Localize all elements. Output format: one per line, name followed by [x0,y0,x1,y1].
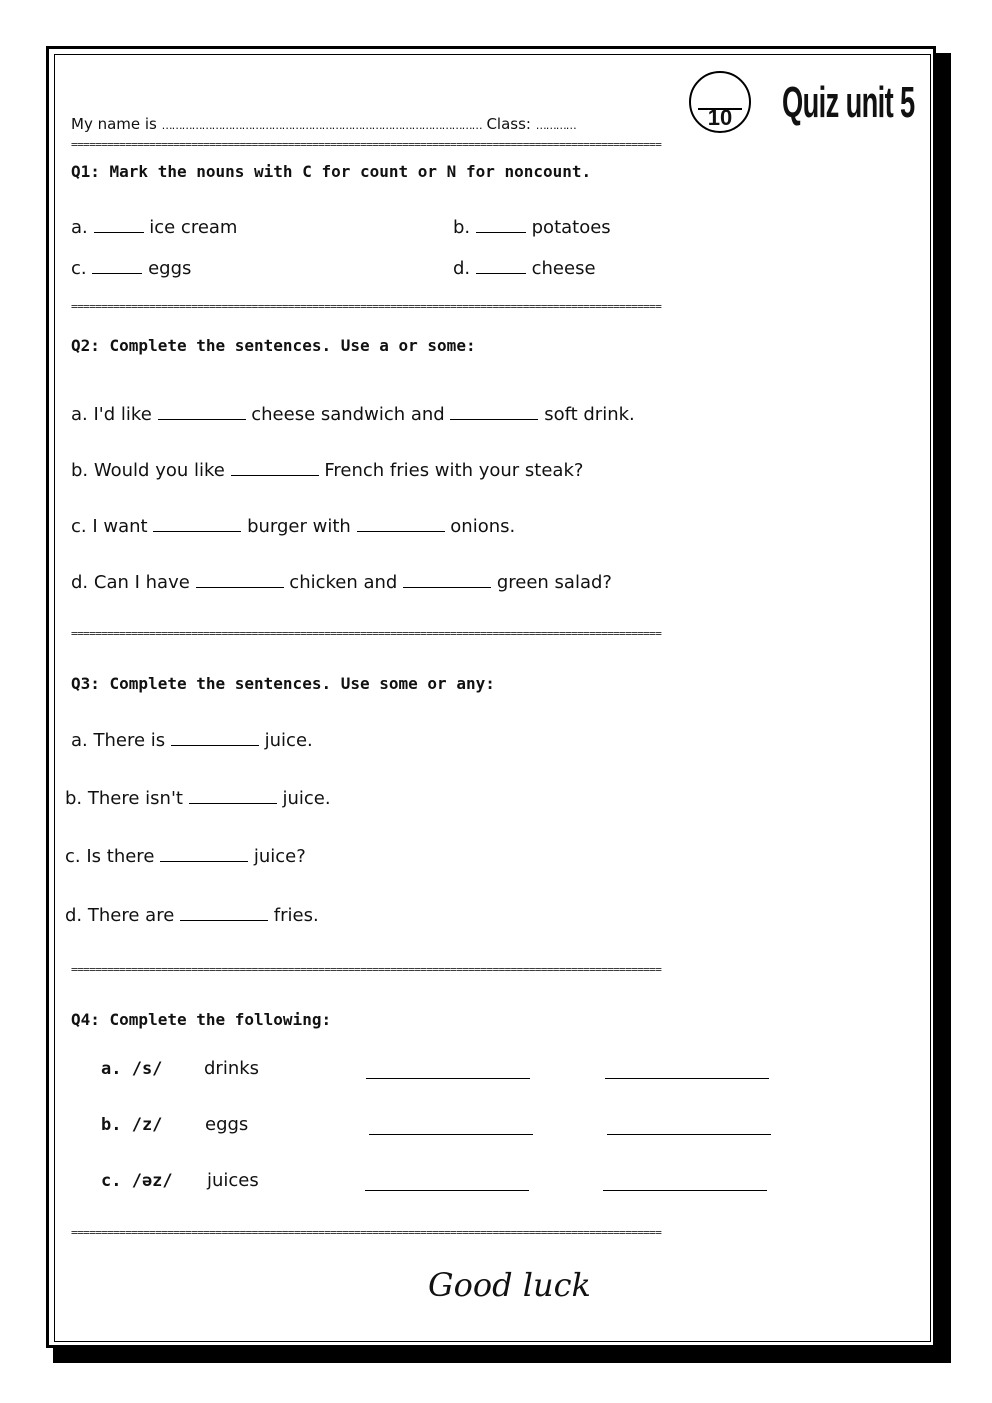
q1-item-c: c. eggs [71,258,192,279]
q4-a-blank-2[interactable] [605,1064,769,1083]
name-dots: …………………………………………………………………………………… [161,119,482,132]
answer-blank[interactable] [450,405,538,420]
answer-blank[interactable] [94,218,144,233]
q4-c-word: juices [207,1170,259,1191]
name-line [71,115,576,133]
separator-2: ================================================================================================== [71,300,662,313]
q4-a-word: drinks [204,1058,260,1079]
q4-b-label: b. /z/ [101,1115,163,1135]
answer-blank[interactable] [180,906,268,921]
answer-blank[interactable] [476,259,526,274]
q3-item-c: c. Is there juice? [65,846,306,867]
good-luck: Good luck [428,1266,591,1304]
name-label: My name is [71,115,157,133]
q4-a-label: a. /s/ [101,1059,163,1079]
q2-item-a: a. I'd like cheese sandwich and soft drink. [71,404,635,425]
score-circle [689,71,751,133]
answer-blank[interactable] [196,573,284,588]
page-frame-inner [54,54,931,1342]
q4-a-blank-1[interactable] [366,1064,530,1083]
class-label: Class: [486,115,531,133]
q4-b-blank-2[interactable] [607,1120,771,1139]
answer-blank[interactable] [403,573,491,588]
q3-item-a: a. There is juice. [71,730,313,751]
class-dots: ………… [535,119,576,132]
separator-4: ================================================================================================== [71,963,662,976]
separator-1: ================================================================================================== [71,138,662,151]
q4-c-blank-1[interactable] [365,1176,529,1195]
answer-blank[interactable] [231,461,319,476]
q2-item-b: b. Would you like French fries with your steak? [71,460,584,481]
q1-item-b: b. potatoes [453,217,611,238]
answer-blank[interactable] [171,731,259,746]
q4-c-blank-2[interactable] [603,1176,767,1195]
q4-b-blank-1[interactable] [369,1120,533,1139]
q1-title: Q1: Mark the nouns with C for count or N for noncount. [71,162,592,181]
q4-b-word: eggs [205,1114,249,1135]
answer-blank[interactable] [189,789,277,804]
q4-c-label: c. /əz/ [101,1171,173,1191]
answer-blank[interactable] [153,517,241,532]
q2-title: Q2: Complete the sentences. Use a or some: [71,336,476,355]
q2-item-d: d. Can I have chicken and green salad? [71,572,612,593]
q3-item-d: d. There are fries. [65,905,319,926]
q1-item-d: d. cheese [453,258,596,279]
answer-blank[interactable] [92,259,142,274]
q3-title: Q3: Complete the sentences. Use some or any: [71,674,495,693]
q4-title: Q4: Complete the following: [71,1010,332,1029]
quiz-title: Quiz unit 5 [782,78,915,127]
score-value: 10 [707,105,733,130]
answer-blank[interactable] [158,405,246,420]
separator-5: ================================================================================================== [71,1226,662,1239]
separator-3: ================================================================================================== [71,627,662,640]
answer-blank[interactable] [476,218,526,233]
answer-blank[interactable] [160,847,248,862]
q2-item-c: c. I want burger with onions. [71,516,516,537]
q1-item-a: a. ice cream [71,217,238,238]
answer-blank[interactable] [357,517,445,532]
q3-item-b: b. There isn't juice. [65,788,331,809]
